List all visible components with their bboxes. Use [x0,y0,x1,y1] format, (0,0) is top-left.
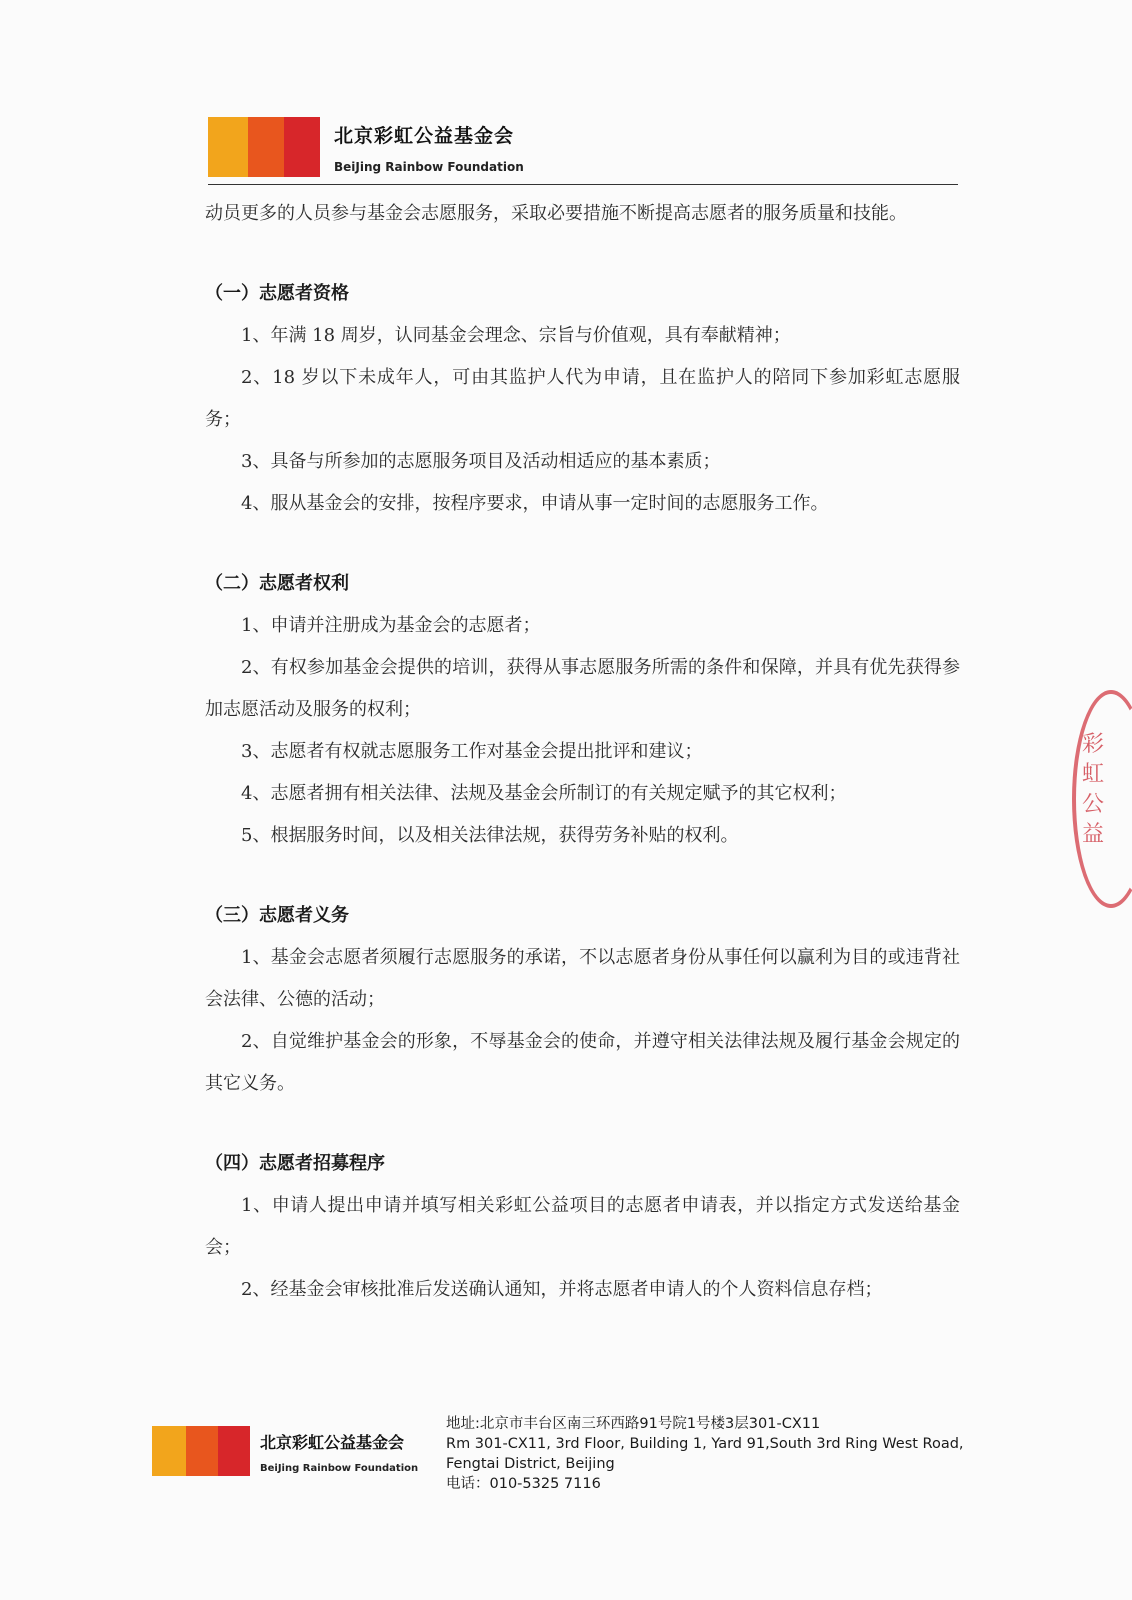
logo-block-orange-red [248,117,284,177]
document-body [205,193,960,1311]
org-name-cn: 北京彩虹公益基金会 [334,125,515,147]
address-en-line-2: Fengtai District, Beijing [446,1456,615,1472]
footer-org-name-cn: 北京彩虹公益基金会 [260,1433,405,1452]
address-en-line-1: Rm 301-CX11, 3rd Floor, Building 1, Yard 91,South 3rd Ring West Road, [446,1436,964,1452]
logo-text [334,121,524,174]
footer-org-name-en: BeiJing Rainbow Foundation [260,1463,419,1474]
rainbow-logo-icon [208,117,320,177]
intro-paragraph: 动员更多的人员参与基金会志愿服务，采取必要措施不断提高志愿者的服务质量和技能。 [205,203,907,224]
list-item: 1、申请并注册成为基金会的志愿者； [241,615,541,636]
letterhead-footer [152,1412,982,1502]
footer-logo-text [260,1430,418,1474]
address-cn: 地址:北京市丰台区南三环西路91号院1号楼3层301-CX11 [446,1416,821,1432]
list-item: 1、基金会志愿者须履行志愿服务的承诺，不以志愿者身份从事任何以赢利为目的或违背社会法律、公德的活动； [205,947,960,1010]
footer-address [446,1414,964,1494]
header-divider [208,184,958,185]
logo-block-orange [208,117,248,177]
list-item: 2、有权参加基金会提供的培训，获得从事志愿服务所需的条件和保障，并具有优先获得参加志愿活动及服务的权利； [205,657,960,720]
list-item: 5、根据服务时间，以及相关法律法规，获得劳务补贴的权利。 [241,825,739,846]
section-title-recruitment: （四）志愿者招募程序 [205,1153,385,1174]
section-title-obligations: （三）志愿者义务 [205,905,349,926]
list-item: 1、申请人提出申请并填写相关彩虹公益项目的志愿者申请表，并以指定方式发送给基金会； [205,1195,960,1258]
logo-block-red [218,1426,250,1476]
list-item: 3、志愿者有权就志愿服务工作对基金会提出批评和建议； [241,741,703,762]
list-item: 3、具备与所参加的志愿服务项目及活动相适应的基本素质； [241,451,721,472]
list-item: 2、自觉维护基金会的形象，不辱基金会的使命，并遵守相关法律法规及履行基金会规定的其它义务。 [205,1031,960,1094]
list-item: 4、服从基金会的安排，按程序要求，申请从事一定时间的志愿服务工作。 [241,493,829,514]
section-title-rights: （二）志愿者权利 [205,573,349,594]
list-item: 2、18 岁以下未成年人，可由其监护人代为申请，且在监护人的陪同下参加彩虹志愿服务； [205,367,960,430]
phone-number: 电话：010-5325 7116 [446,1476,601,1492]
logo-block-orange [152,1426,186,1476]
logo-block-red [284,117,320,177]
list-item: 1、年满 18 周岁，认同基金会理念、宗旨与价值观，具有奉献精神； [241,325,791,346]
letterhead [208,117,958,187]
seal-text: 彩虹公益 [1082,732,1105,847]
section-title-qualifications: （一）志愿者资格 [205,283,349,304]
org-name-en: BeiJing Rainbow Foundation [334,160,524,174]
rainbow-logo-icon [152,1426,250,1476]
list-item: 4、志愿者拥有相关法律、法规及基金会所制订的有关规定赋予的其它权利； [241,783,847,804]
list-item: 2、经基金会审核批准后发送确认通知，并将志愿者申请人的个人资料信息存档； [241,1279,883,1300]
logo-block-orange-red [186,1426,218,1476]
